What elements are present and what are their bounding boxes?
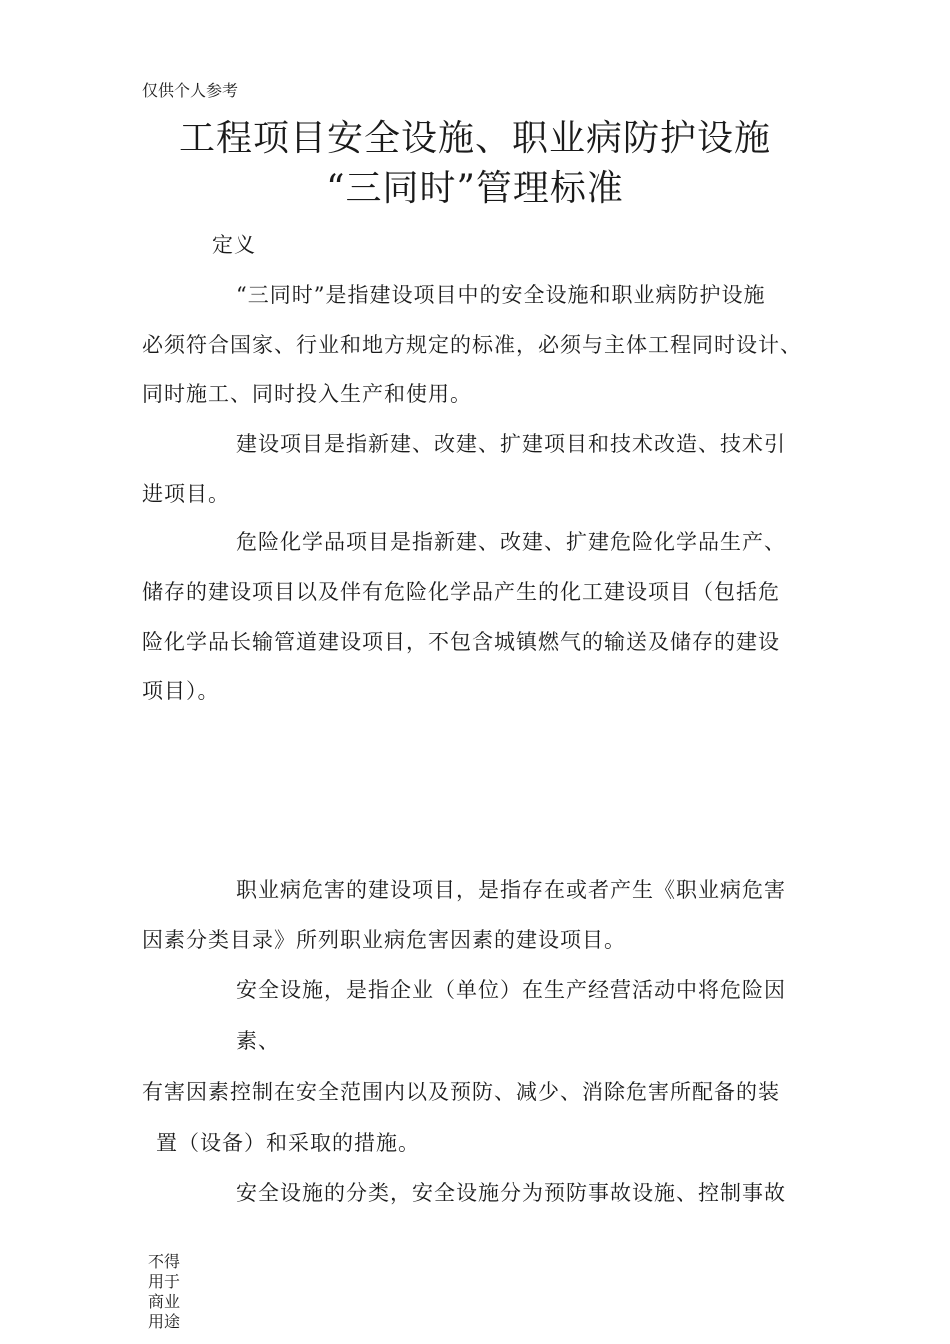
header-note: 仅供个人参考 xyxy=(142,81,239,100)
section-heading: 定义 xyxy=(212,233,256,257)
document-title-line-2: “三同时”管理标准 xyxy=(326,168,624,209)
footer-note-line: 用于 xyxy=(148,1272,181,1291)
paragraph-line: 有害因素控制在安全范围内以及预防、减少、消除危害所配备的装 xyxy=(142,1080,780,1104)
paragraph-line: 素、 xyxy=(236,1029,280,1053)
paragraph-line: 险化学品长输管道建设项目，不包含城镇燃气的输送及储存的建设 xyxy=(142,630,780,654)
paragraph-line: 危险化学品项目是指新建、改建、扩建危险化学品生产、 xyxy=(236,530,786,554)
paragraph-line: “三同时”是指建设项目中的安全设施和职业病防护设施 xyxy=(236,283,766,307)
paragraph-line: 必须符合国家、行业和地方规定的标准，必须与主体工程同时设计、 xyxy=(142,333,802,357)
footer-note-line: 不得 xyxy=(148,1252,181,1271)
paragraph-line: 因素分类目录》所列职业病危害因素的建设项目。 xyxy=(142,928,626,952)
paragraph-line: 进项目。 xyxy=(142,482,230,506)
paragraph-line: 同时施工、同时投入生产和使用。 xyxy=(142,382,472,406)
paragraph-line: 职业病危害的建设项目，是指存在或者产生《职业病危害 xyxy=(236,878,786,902)
footer-note xyxy=(148,1252,188,1332)
paragraph-line: 储存的建设项目以及伴有危险化学品产生的化工建设项目（包括危 xyxy=(142,580,780,604)
footer-note-line: 商业 xyxy=(148,1292,181,1311)
paragraph-line: 安全设施的分类，安全设施分为预防事故设施、控制事故 xyxy=(236,1181,786,1205)
paragraph-line: 建设项目是指新建、改建、扩建项目和技术改造、技术引 xyxy=(236,432,786,456)
paragraph-line: 安全设施，是指企业（单位）在生产经营活动中将危险因 xyxy=(236,978,786,1002)
footer-note-line: 用途 xyxy=(148,1312,181,1331)
paragraph-line: 置（设备）和采取的措施。 xyxy=(156,1131,420,1155)
paragraph-line: 项目）。 xyxy=(142,679,220,703)
document-title-line-1: 工程项目安全设施、职业病防护设施 xyxy=(178,118,771,159)
